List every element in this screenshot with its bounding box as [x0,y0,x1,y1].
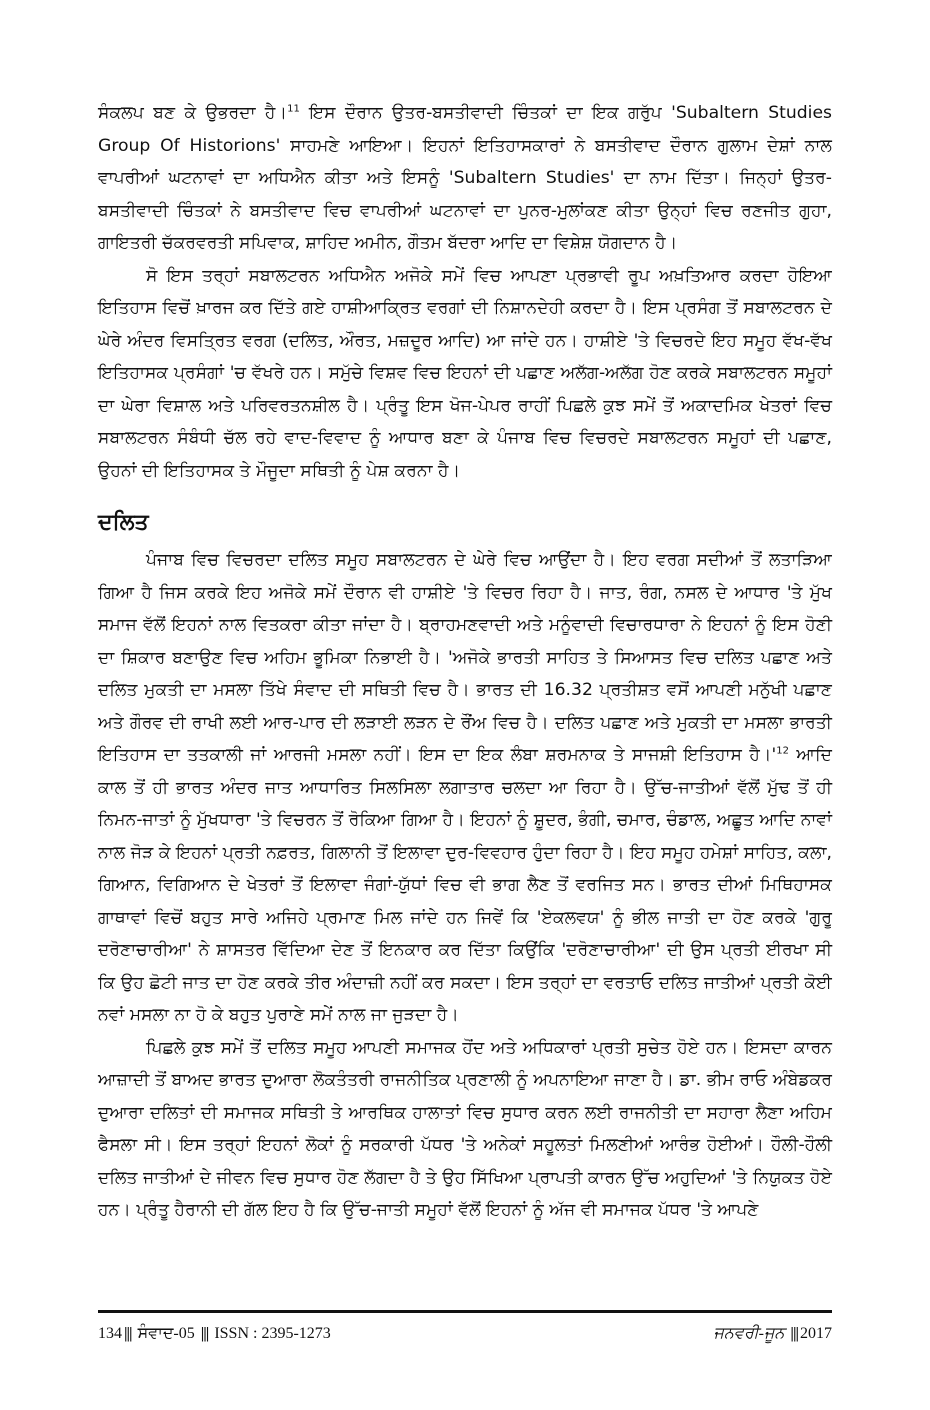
issn: ISSN : 2395-1273 [214,1325,331,1342]
footer-separator: ||| [200,1325,209,1342]
journal-name: ਸੰਵਾਦ-05 [137,1325,195,1342]
footer-right [713,1320,832,1348]
footer-rule [98,1310,832,1313]
paragraph-3-rest: ਆਦਿ ਕਾਲ ਤੋਂ ਹੀ ਭਾਰਤ ਅੰਦਰ ਜਾਤ ਆਧਾਰਿਤ ਸਿਲਸਿਲਾ ਲਗਾਤਾਰ ਚਲਦਾ ਆ ਰਿਹਾ ਹੈ। ਉੱਚ-ਜਾਤੀਆਂ ਵੱਲੋਂ ਮੁੱਢ ਤੋਂ ਹੀ ਨਿਮਨ-ਜਾਤਾਂ ਨੂੰ ਮੁੱਖਧਾਰਾ 'ਤੇ ਵਿਚਰਨ ਤੋਂ ਰੋਕਿਆ ਗਿਆ ਹੈ। ਇਹਨਾਂ ਨੂੰ ਸ਼ੂਦਰ, ਭੰਗੀ, ਚਮਾਰ, ਚੰਡਾਲ, ਅਛੂਤ ਆਦਿ ਨਾਵਾਂ ਨਾਲ ਜੋੜ ਕੇ ਇਹਨਾਂ ਪ੍ਰਤੀ ਨਫ਼ਰਤ, ਗਿਲਾਨੀ ਤੋਂ ਇਲਾਵਾ ਦੁਰ-ਵਿਵਹਾਰ ਹੁੰਦਾ ਰਿਹਾ ਹੈ। ਇਹ ਸਮੂਹ ਹਮੇਸ਼ਾਂ ਸਾਹਿਤ, ਕਲਾ, ਗਿਆਨ, ਵਿਗਿਆਨ ਦੇ ਖੇਤਰਾਂ ਤੋਂ ਇਲਾਵਾ ਜੰਗਾਂ-ਯੁੱਧਾਂ ਵਿਚ ਵੀ ਭਾਗ ਲੈਣ ਤੋਂ ਵਰਜਿਤ ਸਨ। ਭਾਰਤ ਦੀਆਂ ਮਿਥਿਹਾਸਕ ਗਾਥਾਵਾਂ ਵਿਚੋਂ ਬਹੁਤ ਸਾਰੇ ਅਜਿਹੇ ਪ੍ਰਮਾਣ ਮਿਲ ਜਾਂਦੇ ਹਨ ਜਿਵੇਂ ਕਿ 'ਏਕਲਵਯ' ਨੂੰ ਭੀਲ ਜਾਤੀ ਦਾ ਹੋਣ ਕਰਕੇ 'ਗੁਰੂ ਦਰੋਣਾਚਾਰੀਆ' ਨੇ ਸ਼ਾਸਤਰ ਵਿੱਦਿਆ ਦੇਣ ਤੋਂ ਇਨਕਾਰ ਕਰ ਦਿੱਤਾ ਕਿਉਂਕਿ 'ਦਰੋਣਾਚਾਰੀਆ' ਦੀ ਉਸ ਪ੍ਰਤੀ ਈਰਖਾ ਸੀ ਕਿ ਉਹ ਛੋਟੀ ਜਾਤ ਦਾ ਹੋਣ ਕਰਕੇ ਤੀਰ ਅੰਦਾਜ਼ੀ ਨਹੀਂ ਕਰ ਸਕਦਾ। ਇਸ ਤਰ੍ਹਾਂ ਦਾ ਵਰਤਾਓ ਦਲਿਤ ਜਾਤੀਆਂ ਪ੍ਰਤੀ ਕੋਈ ਨਵਾਂ ਮਸਲਾ ਨਾ ਹੋ ਕੇ ਬਹੁਤ ਪੁਰਾਣੇ ਸਮੇਂ ਨਾਲ ਜਾ ਜੁੜਦਾ ਹੈ। [98,745,833,1025]
footer-left [98,1320,331,1348]
issue-period: ਜਨਵਰੀ-ਜੂਨ [713,1325,785,1342]
paragraph-3 [98,544,832,1032]
paragraph-1 [98,97,832,260]
paragraph-2: ਸੋ ਇਸ ਤਰ੍ਹਾਂ ਸਬਾਲਟਰਨ ਅਧਿਐਨ ਅਜੋਕੇ ਸਮੇਂ ਵਿਚ ਆਪਣਾ ਪ੍ਰਭਾਵੀ ਰੂਪ ਅਖ਼ਤਿਆਰ ਕਰਦਾ ਹੋਇਆ ਇਤਿਹਾਸ ਵਿਚੋਂ ਖ਼ਾਰਜ ਕਰ ਦਿੱਤੇ ਗਏ ਹਾਸ਼ੀਆਕ੍ਰਿਤ ਵਰਗਾਂ ਦੀ ਨਿਸ਼ਾਨਦੇਹੀ ਕਰਦਾ ਹੈ। ਇਸ ਪ੍ਰਸੰਗ ਤੋਂ ਸਬਾਲਟਰਨ ਦੇ ਘੇਰੇ ਅੰਦਰ ਵਿਸਤ੍ਰਿਤ ਵਰਗ (ਦਲਿਤ, ਔਰਤ, ਮਜ਼ਦੂਰ ਆਦਿ) ਆ ਜਾਂਦੇ ਹਨ। ਹਾਸ਼ੀਏ 'ਤੇ ਵਿਚਰਦੇ ਇਹ ਸਮੂਹ ਵੱਖ-ਵੱਖ ਇਤਿਹਾਸਕ ਪ੍ਰਸੰਗਾਂ 'ਚ ਵੱਖਰੇ ਹਨ। ਸਮੁੱਚੇ ਵਿਸ਼ਵ ਵਿਚ ਇਹਨਾਂ ਦੀ ਪਛਾਣ ਅਲੱਗ-ਅਲੱਗ ਹੋਣ ਕਰਕੇ ਸਬਾਲਟਰਨ ਸਮੂਹਾਂ ਦਾ ਘੇਰਾ ਵਿਸ਼ਾਲ ਅਤੇ ਪਰਿਵਰਤਨਸ਼ੀਲ ਹੈ। ਪ੍ਰੰਤੂ ਇਸ ਖੋਜ-ਪੇਪਰ ਰਾਹੀਂ ਪਿਛਲੇ ਕੁਝ ਸਮੇਂ ਤੋਂ ਅਕਾਦਮਿਕ ਖੇਤਰਾਂ ਵਿਚ ਸਬਾਲਟਰਨ ਸੰਬੰਧੀ ਚੱਲ ਰਹੇ ਵਾਦ-ਵਿਵਾਦ ਨੂੰ ਆਧਾਰ ਬਣਾ ਕੇ ਪੰਜਾਬ ਵਿਚ ਵਿਚਰਦੇ ਸਬਾਲਟਰਨ ਸਮੂਹਾਂ ਦੀ ਪਛਾਣ, ਉਹਨਾਂ ਦੀ ਇਤਿਹਾਸਕ ਤੇ ਮੌਜੂਦਾ ਸਥਿਤੀ ਨੂੰ ਪੇਸ਼ ਕਰਨਾ ਹੈ। [98,265,832,481]
footer-separator: ||| [124,1325,132,1342]
paragraph-1-rest: ਇਸ ਦੌਰਾਨ ਉਤਰ-ਬਸਤੀਵਾਦੀ ਚਿੰਤਕਾਂ ਦਾ ਇਕ ਗਰੁੱਪ 'Subaltern Studies Group Of Historions' ਸਾਹਮਣੇ ਆਇਆ। ਇਹਨਾਂ ਇਤਿਹਾਸਕਾਰਾਂ ਨੇ ਬਸਤੀਵਾਦ ਦੌਰਾਨ ਗੁਲਾਮ ਦੇਸ਼ਾਂ ਨਾਲ ਵਾਪਰੀਆਂ ਘਟਨਾਵਾਂ ਦਾ ਅਧਿਐਨ ਕੀਤਾ ਅਤੇ ਇਸਨੂੰ 'Subaltern Studies' ਦਾ ਨਾਮ ਦਿੱਤਾ। ਜਿਨ੍ਹਾਂ ਉਤਰ-ਬਸਤੀਵਾਦੀ ਚਿੰਤਕਾਂ ਨੇ ਬਸਤੀਵਾਦ ਵਿਚ ਵਾਪਰੀਆਂ ਘਟਨਾਵਾਂ ਦਾ ਪੁਨਰ-ਮੁਲਾਂਕਣ ਕੀਤਾ ਉਨ੍ਹਾਂ ਵਿਚ ਰਣਜੀਤ ਗੁਹਾ, ਗਾਇਤਰੀ ਚੱਕਰਵਰਤੀ ਸਪਿਵਾਕ, ਸ਼ਾਹਿਦ ਅਮੀਨ, ਗੌਤਮ ਬੱਦਰਾ ਆਦਿ ਦਾ ਵਿਸ਼ੇਸ਼ ਯੋਗਦਾਨ ਹੈ। [98,103,832,253]
page-footer [98,1320,832,1348]
issue-year: 2017 [800,1325,832,1342]
footer-separator: ||| [790,1325,798,1342]
paragraph-4: ਪਿਛਲੇ ਕੁਝ ਸਮੇਂ ਤੋਂ ਦਲਿਤ ਸਮੂਹ ਆਪਣੀ ਸਮਾਜਕ ਹੋਂਦ ਅਤੇ ਅਧਿਕਾਰਾਂ ਪ੍ਰਤੀ ਸੁਚੇਤ ਹੋਏ ਹਨ। ਇਸਦਾ ਕਾਰਨ ਆਜ਼ਾਦੀ ਤੋਂ ਬਾਅਦ ਭਾਰਤ ਦੁਆਰਾ ਲੋਕਤੰਤਰੀ ਰਾਜਨੀਤਿਕ ਪ੍ਰਣਾਲੀ ਨੂੰ ਅਪਨਾਇਆ ਜਾਣਾ ਹੈ। ਡਾ. ਭੀਮ ਰਾਓ ਅੰਬੇਡਕਰ ਦੁਆਰਾ ਦਲਿਤਾਂ ਦੀ ਸਮਾਜਕ ਸਥਿਤੀ ਤੇ ਆਰਥਿਕ ਹਾਲਾਤਾਂ ਵਿਚ ਸੁਧਾਰ ਕਰਨ ਲਈ ਰਾਜਨੀਤੀ ਦਾ ਸਹਾਰਾ ਲੈਣਾ ਅਹਿਮ ਫੈਸਲਾ ਸੀ। ਇਸ ਤਰ੍ਹਾਂ ਇਹਨਾਂ ਲੋਕਾਂ ਨੂੰ ਸਰਕਾਰੀ ਪੱਧਰ 'ਤੇ ਅਨੇਕਾਂ ਸਹੂਲਤਾਂ ਮਿਲਣੀਆਂ ਆਰੰਭ ਹੋਈਆਂ। ਹੌਲੀ-ਹੌਲੀ ਦਲਿਤ ਜਾਤੀਆਂ ਦੇ ਜੀਵਨ ਵਿਚ ਸੁਧਾਰ ਹੋਣ ਲੱਗਦਾ ਹੈ ਤੇ ਉਹ ਸਿੱਖਿਆ ਪ੍ਰਾਪਤੀ ਕਾਰਨ ਉੱਚ ਅਹੁਦਿਆਂ 'ਤੇ ਨਿਯੁਕਤ ਹੋਏ ਹਨ। ਪ੍ਰੰਤੂ ਹੈਰਾਨੀ ਦੀ ਗੱਲ ਇਹ ਹੈ ਕਿ ਉੱਚ-ਜਾਤੀ ਸਮੂਹਾਂ ਵੱਲੋਂ ਇਹਨਾਂ ਨੂੰ ਅੱਜ ਵੀ ਸਮਾਜਕ ਪੱਧਰ 'ਤੇ ਆਪਣੇ [98,1037,832,1220]
paragraph-3-text: ਪੰਜਾਬ ਵਿਚ ਵਿਚਰਦਾ ਦਲਿਤ ਸਮੂਹ ਸਬਾਲਟਰਨ ਦੇ ਘੇਰੇ ਵਿਚ ਆਉਂਦਾ ਹੈ। ਇਹ ਵਰਗ ਸਦੀਆਂ ਤੋਂ ਲਤਾੜਿਆ ਗਿਆ ਹੈ ਜਿਸ ਕਰਕੇ ਇਹ ਅਜੋਕੇ ਸਮੇਂ ਦੌਰਾਨ ਵੀ ਹਾਸ਼ੀਏ 'ਤੇ ਵਿਚਰ ਰਿਹਾ ਹੈ। ਜਾਤ, ਰੰਗ, ਨਸਲ ਦੇ ਆਧਾਰ 'ਤੇ ਮੁੱਖ ਸਮਾਜ ਵੱਲੋਂ ਇਹਨਾਂ ਨਾਲ ਵਿਤਕਰਾ ਕੀਤਾ ਜਾਂਦਾ ਹੈ। ਬ੍ਰਾਹਮਣਵਾਦੀ ਅਤੇ ਮਨੂੰਵਾਦੀ ਵਿਚਾਰਧਾਰਾ ਨੇ ਇਹਨਾਂ ਨੂੰ ਇਸ ਹੋਣੀ ਦਾ ਸ਼ਿਕਾਰ ਬਣਾਉਣ ਵਿਚ ਅਹਿਮ ਭੂਮਿਕਾ ਨਿਭਾਈ ਹੈ। 'ਅਜੋਕੇ ਭਾਰਤੀ ਸਾਹਿਤ ਤੇ ਸਿਆਸਤ ਵਿਚ ਦਲਿਤ ਪਛਾਣ ਅਤੇ ਦਲਿਤ ਮੁਕਤੀ ਦਾ ਮਸਲਾ ਤਿੱਖੇ ਸੰਵਾਦ ਦੀ ਸਥਿਤੀ ਵਿਚ ਹੈ। ਭਾਰਤ ਦੀ 16.32 ਪ੍ਰਤੀਸ਼ਤ ਵਸੋਂ ਆਪਣੀ ਮਨੁੱਖੀ ਪਛਾਣ ਅਤੇ ਗੌਰਵ ਦੀ ਰਾਖੀ ਲਈ ਆਰ-ਪਾਰ ਦੀ ਲੜਾਈ ਲੜਨ ਦੇ ਰੌਂਅ ਵਿਚ ਹੈ। ਦਲਿਤ ਪਛਾਣ ਅਤੇ ਮੁਕਤੀ ਦਾ ਮਸਲਾ ਭਾਰਤੀ ਇਤਿਹਾਸ ਦਾ ਤਤਕਾਲੀ ਜਾਂ ਆਰਜੀ ਮਸਲਾ ਨਹੀਂ। ਇਸ ਦਾ ਇਕ ਲੰਬਾ ਸ਼ਰਮਨਾਕ ਤੇ ਸਾਜਸ਼ੀ ਇਤਿਹਾਸ ਹੈ।' [98,550,832,765]
footnote-ref-12[interactable]: 12 [776,745,789,757]
section-heading-dalit: ਦਲਿਤ [98,510,149,535]
article-body [98,97,832,1227]
paragraph-1-text: ਸੰਕਲਪ ਬਣ ਕੇ ਉਭਰਦਾ ਹੈ। [98,103,288,123]
page-number: 134 [98,1325,122,1342]
footnote-ref-11[interactable]: 11 [287,103,300,115]
